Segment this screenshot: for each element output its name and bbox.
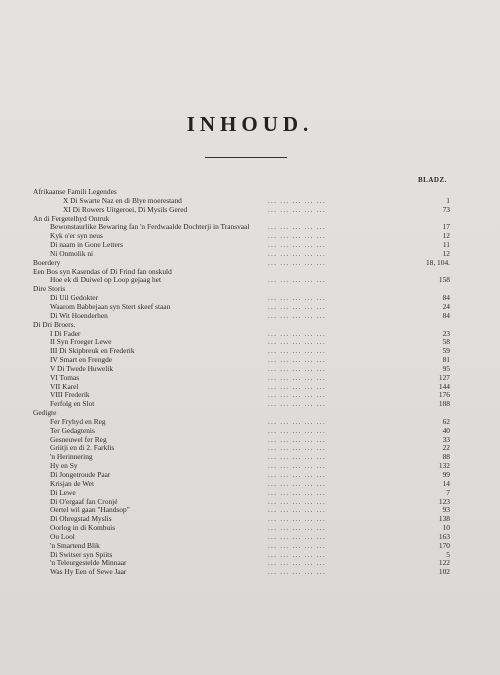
toc-entry-row: [33, 241, 453, 250]
toc-page-number: 7: [446, 487, 450, 497]
toc-page-number: 22: [442, 443, 450, 453]
toc-entry-title: Oorlog in di Kombuis: [50, 523, 116, 533]
dot-leader: ... ... ... ... ...: [268, 558, 326, 568]
toc-page-number: 84: [442, 293, 450, 303]
toc-page-number: 73: [442, 204, 450, 214]
toc-page-number: 88: [442, 452, 450, 462]
dot-leader: ... ... ... ... ...: [268, 204, 326, 214]
dot-leader: ... ... ... ... ...: [268, 416, 326, 426]
toc-entry-title: Krisjan de Wet: [50, 478, 95, 488]
toc-entry-title: Afrikaanse Famili Legendes: [33, 187, 117, 196]
toc-page-number: 95: [442, 363, 450, 373]
toc-entry-title: Griitji en di 2. Farklis: [50, 443, 115, 453]
toc-entry-row: [33, 471, 453, 480]
dot-leader: ... ... ... ... ...: [268, 434, 326, 444]
page-column-header: BLADZ.: [418, 176, 447, 184]
dot-leader: ... ... ... ... ...: [268, 257, 326, 267]
dot-leader: ... ... ... ... ...: [268, 337, 326, 347]
toc-entry-row: [33, 480, 453, 489]
toc-entry-title: VIII Frederik: [50, 390, 90, 400]
toc-page-number: 62: [442, 416, 450, 426]
dot-leader: ... ... ... ... ...: [268, 346, 326, 356]
toc-entry-title: Kyk o'er syn neus: [50, 231, 103, 241]
toc-entry-title: Di Jongetroude Paar: [50, 470, 111, 479]
toc-entry-title: Hy en Sy: [50, 461, 78, 471]
toc-page-number: 81: [442, 355, 450, 365]
toc-page-number: 122: [438, 558, 450, 568]
dot-leader: ... ... ... ... ...: [268, 275, 326, 285]
toc-entry-title: Ferfolg en Slot: [50, 399, 95, 409]
toc-entry-title: Di naam in Gone Letters: [50, 240, 124, 250]
toc-entry-title: Di Lewe: [50, 487, 76, 497]
toc-entry-title: Di Switser syn Spiits: [50, 549, 113, 559]
toc-entry-title: XI Di Rowers Uitgeroei, Di Mysils Gered: [63, 204, 188, 214]
toc-entry-title: Waarom Babbejaan syn Stert skeef staan: [50, 301, 171, 311]
toc-entry-title: Boerdery: [33, 257, 61, 267]
toc-entry-row: [33, 374, 453, 383]
toc-page-number: 58: [442, 337, 450, 347]
toc-page-number: 188: [438, 399, 450, 409]
toc-page-number: 10: [442, 523, 450, 533]
dot-leader: ... ... ... ... ...: [268, 531, 326, 541]
toc-entry-row: [33, 453, 453, 462]
toc-page-number: 17: [442, 222, 450, 232]
toc-entry-title: III Di Skipbreuk en Frederik: [50, 346, 135, 356]
dot-leader: ... ... ... ... ...: [268, 399, 326, 409]
toc-page-number: 1: [446, 195, 450, 205]
dot-leader: ... ... ... ... ...: [268, 487, 326, 497]
toc-entry-title: X Di Swarte Naz en di Blye moerestand: [63, 195, 182, 205]
toc-page-number: 158: [438, 275, 450, 285]
toc-entry-row: [33, 524, 453, 533]
toc-page-number: 144: [438, 381, 450, 391]
toc-page-number: 12: [442, 231, 450, 241]
toc-page-number: 14: [442, 478, 450, 488]
toc-entry-title: Di Wit Hoenderhen: [50, 310, 108, 320]
toc-page-number: 176: [438, 390, 450, 400]
dot-leader: ... ... ... ... ...: [268, 470, 326, 479]
toc-entry-row: [33, 276, 453, 285]
toc-page-number: 11: [442, 240, 450, 250]
toc-page-number: 40: [442, 425, 450, 435]
toc-entry-row: [33, 391, 453, 400]
dot-leader: ... ... ... ... ...: [268, 293, 326, 303]
toc-entry-title: Ou Lool: [50, 531, 75, 541]
toc-entry-title: Di Ohregstad Myslis: [50, 514, 112, 524]
toc-page-number: 123: [438, 496, 450, 506]
dot-leader: ... ... ... ... ...: [268, 231, 326, 241]
toc-entry-row: [33, 312, 453, 321]
dot-leader: ... ... ... ... ...: [268, 195, 326, 205]
toc-entry-title: Fer Fryhyd en Reg: [50, 416, 106, 426]
toc-entry-title: V Di Twede Huwelik: [50, 363, 114, 373]
toc-page-number: 24: [442, 301, 450, 311]
toc-page-number: 84: [442, 310, 450, 320]
dot-leader: ... ... ... ... ...: [268, 523, 326, 533]
toc-entry-row: [33, 568, 453, 577]
toc-entry-title: Ter Gedagtenis: [50, 425, 95, 435]
toc-entry-title: I Di Fader: [50, 328, 81, 338]
title-underline: [205, 157, 287, 158]
toc-entry-row: [33, 383, 453, 392]
toc-page-number: 127: [438, 372, 450, 382]
toc-entry-title: Ni Onmolik ni: [50, 248, 94, 258]
toc-entry-row: [33, 365, 453, 374]
dot-leader: ... ... ... ... ...: [268, 443, 326, 453]
dot-leader: ... ... ... ... ...: [268, 301, 326, 311]
toc-entry-title: Dire Storis: [33, 284, 66, 294]
dot-leader: ... ... ... ... ...: [268, 240, 326, 250]
dot-leader: ... ... ... ... ...: [268, 372, 326, 382]
dot-leader: ... ... ... ... ...: [268, 514, 326, 524]
toc-entry-title: Bewonstaurlike Bewaring fan 'n Ferdwaalde Dochterji in Transvaal: [50, 222, 250, 232]
toc-page-number: 102: [438, 567, 450, 577]
dot-leader: ... ... ... ... ...: [268, 390, 326, 400]
dot-leader: ... ... ... ... ...: [268, 452, 326, 462]
toc-page-number: 132: [438, 461, 450, 471]
toc-page-number: 33: [442, 434, 450, 444]
toc-entry-title: Di Uil Gedokter: [50, 293, 99, 303]
toc-entry-title: II Syn Froeger Lewe: [50, 337, 112, 347]
toc-entry-row: [33, 400, 453, 409]
toc-entry-title: Gedigte: [33, 408, 57, 418]
toc-page-number: 138: [438, 514, 450, 524]
toc-entry-title: Een Bos syn Kasendas of Di Frind fan onskuld: [33, 266, 172, 276]
dot-leader: ... ... ... ... ...: [268, 540, 326, 550]
dot-leader: ... ... ... ... ...: [268, 363, 326, 373]
toc-entry-title: Di Dri Broers.: [33, 319, 76, 329]
toc-entry-title: VII Karel: [50, 381, 79, 391]
toc-page-number: 163: [438, 531, 450, 541]
dot-leader: ... ... ... ... ...: [268, 425, 326, 435]
toc-entry-title: Hoe ek di Duiwel op Loop gejaag het: [50, 275, 162, 285]
dot-leader: ... ... ... ... ...: [268, 505, 326, 515]
dot-leader: ... ... ... ... ...: [268, 310, 326, 320]
toc-section-row: [33, 321, 453, 330]
dot-leader: ... ... ... ... ...: [268, 549, 326, 559]
toc-page-number: 59: [442, 346, 450, 356]
toc-entry-title: Was Hy Een of Sewe Jaar: [50, 567, 127, 577]
toc-page-number: 12: [442, 248, 450, 258]
toc-entry-title: Gesneuwel fer Reg: [50, 434, 107, 444]
dot-leader: ... ... ... ... ...: [268, 461, 326, 471]
toc-entry-row: [33, 444, 453, 453]
toc-entry-title: 'n Smartend Blik: [50, 540, 100, 550]
page-title: INHOUD.: [186, 112, 314, 136]
toc-entry-title: VI Tomas: [50, 372, 80, 382]
toc-entry-title: Di O'ergaaf fan Cronjé: [50, 496, 118, 506]
toc-entry-title: 'n Teleurgestelde Minnaar: [50, 558, 127, 568]
dot-leader: ... ... ... ... ...: [268, 222, 326, 232]
toc-entry-title: 'n Herinnering: [50, 452, 93, 462]
toc-entry-row: [33, 418, 453, 427]
toc-page-number: 93: [442, 505, 450, 515]
dot-leader: ... ... ... ... ...: [268, 381, 326, 391]
table-of-contents: [33, 188, 453, 577]
toc-page-number: 99: [442, 470, 450, 479]
toc-page-number: 18, 104.: [425, 257, 450, 267]
toc-entry-title: An di Fergetelhyd Ontruk: [33, 213, 110, 223]
dot-leader: ... ... ... ... ...: [268, 478, 326, 488]
toc-entry-title: Oertel wil gaan "Handsop": [50, 505, 130, 515]
toc-entry-row: [33, 250, 453, 259]
toc-page-number: 23: [442, 328, 450, 338]
dot-leader: ... ... ... ... ...: [268, 328, 326, 338]
dot-leader: ... ... ... ... ...: [268, 496, 326, 506]
dot-leader: ... ... ... ... ...: [268, 567, 326, 577]
toc-page-number: 5: [446, 549, 450, 559]
toc-entry-title: IV Smart en Frengde: [50, 355, 113, 365]
toc-page-number: 170: [438, 540, 450, 550]
dot-leader: ... ... ... ... ...: [268, 248, 326, 258]
dot-leader: ... ... ... ... ...: [268, 355, 326, 365]
